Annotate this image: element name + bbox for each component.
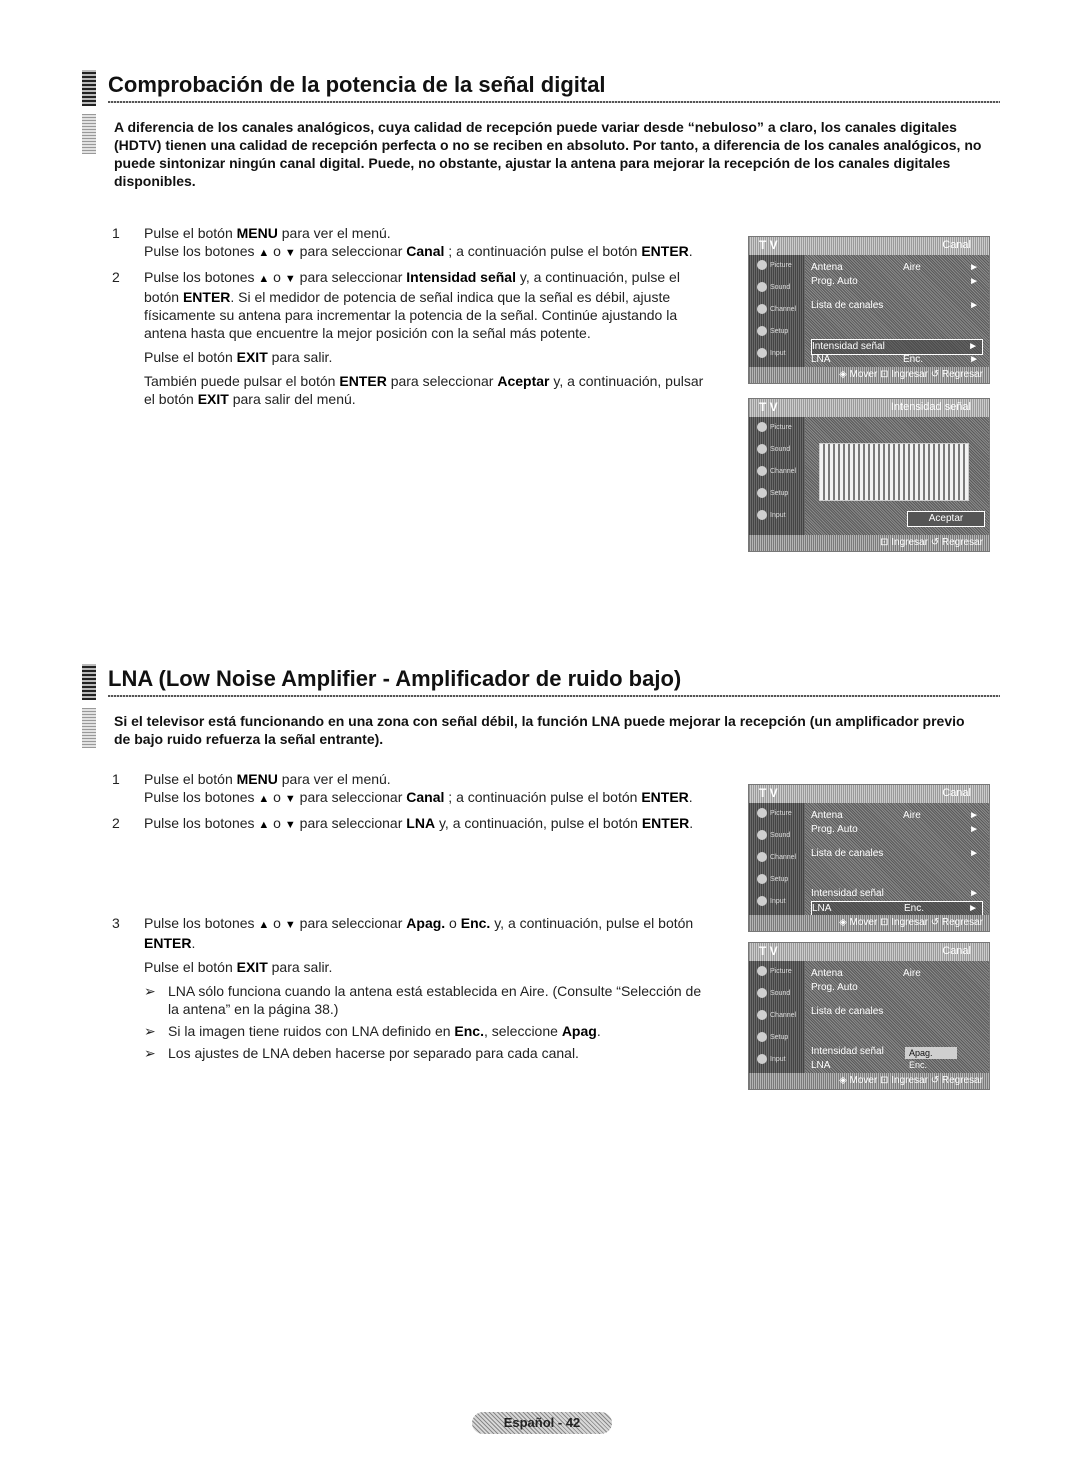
steps-list [112,770,712,1066]
heading-rule [108,695,1000,697]
step-1 [112,770,712,808]
setup-icon: Setup [757,487,799,501]
osd-row-lna: LNA Enc. ► [811,901,983,917]
section-heading [82,664,992,700]
osd-tv-label: T V [759,400,778,414]
step-3 [112,914,712,952]
osd-tv-label: T V [759,238,778,252]
osd-title: Intensidad señal [890,401,971,413]
osd-header [749,237,989,255]
section-intro: Si el televisor está funcionando en una zona con señal débil, la función LNA puede mejorar la recepción (un amplificador previo de bajo ruido refuerza la señal entrante). [114,713,965,747]
sound-icon: Sound [757,443,799,457]
signal-meter-bars [819,443,969,501]
step-number: 3 [112,915,120,931]
heading-bar [82,70,96,106]
step-text: Pulse los botones ▲ o ▼ para seleccionar Canal ; a continuación pulse el botón ENTER. [144,789,693,805]
channel-icon: Channel [757,465,799,479]
intro-bar [82,708,96,748]
step-text: Pulse el botón MENU para ver el menú. [144,771,391,787]
exit-instruction: Pulse el botón EXIT para salir. [144,349,333,365]
sound-icon: Sound [757,987,799,1001]
osd-canal-menu-3 [748,942,990,1090]
osd-tv-label: T V [759,786,778,800]
step-text: Pulse los botones ▲ o ▼ para seleccionar Canal ; a continuación pulse el botón ENTER. [144,243,693,259]
osd-header [749,399,989,417]
page-number-badge: Español - 42 [472,1412,612,1434]
picture-icon: Picture [757,259,799,273]
steps-list [112,224,712,414]
osd-row-intensidad: Intensidad señal ► [811,888,979,899]
channel-icon: Channel [757,303,799,317]
input-icon: Input [757,1053,799,1067]
osd-row-antena: Antena Aire [811,968,921,979]
osd-signal-meter [748,398,990,552]
step-number: 1 [112,225,120,241]
osd-title: Canal [942,239,971,251]
also-instruction: También puede pulsar el botón ENTER para seleccionar Aceptar y, a continuación, pulsar el botón EXIT para salir del menú. [144,373,704,407]
setup-icon: Setup [757,1031,799,1045]
note-1: ➢ LNA sólo funciona cuando la antena está establecida en Aire. (Consulte “Selección de la antena” en la página 38.) [144,983,702,1017]
osd-row-lna: LNA Enc. ► [811,354,979,365]
step-number: 1 [112,771,120,787]
step-number: 2 [112,269,120,285]
section-heading [82,70,992,106]
osd-canal-menu-1 [748,236,990,384]
option-apag: Apag. [905,1047,957,1059]
step-text: Pulse los botones ▲ o ▼ para seleccionar LNA y, a continuación, pulse el botón ENTER. [144,815,694,831]
osd-row-intensidad: Intensidad señal ► [811,339,983,355]
setup-icon: Setup [757,873,799,887]
osd-header [749,785,989,803]
heading-bar [82,664,96,700]
note-2: ➢ Si la imagen tiene ruidos con LNA definido en Enc., seleccione Apag. [144,1023,601,1039]
input-icon: Input [757,895,799,909]
osd-sidebar [749,961,805,1073]
osd-sidebar [749,255,805,367]
osd-footer-hints: ⊡ Ingresar ↺ Regresar [749,535,989,551]
section-title: Comprobación de la potencia de la señal digital [108,72,606,97]
osd-title: Canal [942,945,971,957]
sound-icon: Sound [757,281,799,295]
setup-icon: Setup [757,325,799,339]
osd-row-prog: Prog. Auto [811,982,858,993]
osd-sidebar [749,417,805,535]
note-3: ➢ Los ajustes de LNA deben hacerse por separado para cada canal. [144,1045,579,1061]
picture-icon: Picture [757,965,799,979]
step-2 [112,814,712,834]
osd-header [749,943,989,961]
step-1 [112,224,712,262]
osd-row-lista: Lista de canales [811,1006,884,1017]
channel-icon: Channel [757,851,799,865]
step-2 [112,268,712,342]
osd-row-lna: LNA [811,1060,831,1071]
note-arrow-icon: ➢ [144,1045,156,1061]
step-text: Pulse el botón MENU para ver el menú. [144,225,391,241]
osd-row-intensidad: Intensidad señal [811,1046,884,1057]
osd-row-prog: Prog. Auto ► [811,276,979,287]
osd-title: Canal [942,787,971,799]
channel-icon: Channel [757,1009,799,1023]
osd-row-prog: Prog. Auto ► [811,824,979,835]
osd-footer-hints: ◈ Mover ⊡ Ingresar ↺ Regresar [749,367,989,383]
aceptar-button: Aceptar [907,511,985,527]
sound-icon: Sound [757,829,799,843]
note-arrow-icon: ➢ [144,983,156,999]
osd-sidebar [749,803,805,915]
input-icon: Input [757,509,799,523]
osd-row-antena: Antena Aire ► [811,262,979,273]
exit-instruction: Pulse el botón EXIT para salir. [144,959,333,975]
osd-footer-hints: ◈ Mover ⊡ Ingresar ↺ Regresar [749,1073,989,1089]
picture-icon: Picture [757,807,799,821]
input-icon: Input [757,347,799,361]
note-arrow-icon: ➢ [144,1023,156,1039]
osd-row-antena: Antena Aire ► [811,810,979,821]
heading-rule [108,101,1000,103]
osd-footer-hints: ◈ Mover ⊡ Ingresar ↺ Regresar [749,915,989,931]
osd-canal-menu-2 [748,784,990,932]
step-number: 2 [112,815,120,831]
section-intro: A diferencia de los canales analógicos, cuya calidad de recepción puede variar desde “nebuloso” a claro, los canales digitales (HDTV) tienen una calidad de recepción perfecta o no se reciben en absoluto. Por tanto, a diferencia de los canales analógicos, no puede sintonizar ningún canal digital. Puede, no obstante, ajustar la antena para mejorar la recepción de los canales digitales disponibles. [114,119,982,189]
osd-tv-label: T V [759,944,778,958]
step-text: Pulse los botones ▲ o ▼ para seleccionar Apag. o Enc. y, a continuación, pulse el botón ENTER. [144,915,694,951]
step-text: Pulse los botones ▲ o ▼ para seleccionar Intensidad señal y, a continuación, pulse el botón ENTER. Si el medidor de potencia de señal indica que la señal es débil, ajuste físicamente su antena para incrementar la potencia de la señal. Continúe ajustando la antena hasta que encuentre la mejor posición con la señal más potente. [144,269,680,341]
osd-row-lista: Lista de canales ► [811,848,979,859]
option-enc: Enc. [909,1060,928,1070]
picture-icon: Picture [757,421,799,435]
intro-bar [82,114,96,154]
section-title: LNA (Low Noise Amplifier - Amplificador de ruido bajo) [108,666,682,691]
lna-option-list [905,1047,957,1071]
osd-row-lista: Lista de canales ► [811,300,979,311]
